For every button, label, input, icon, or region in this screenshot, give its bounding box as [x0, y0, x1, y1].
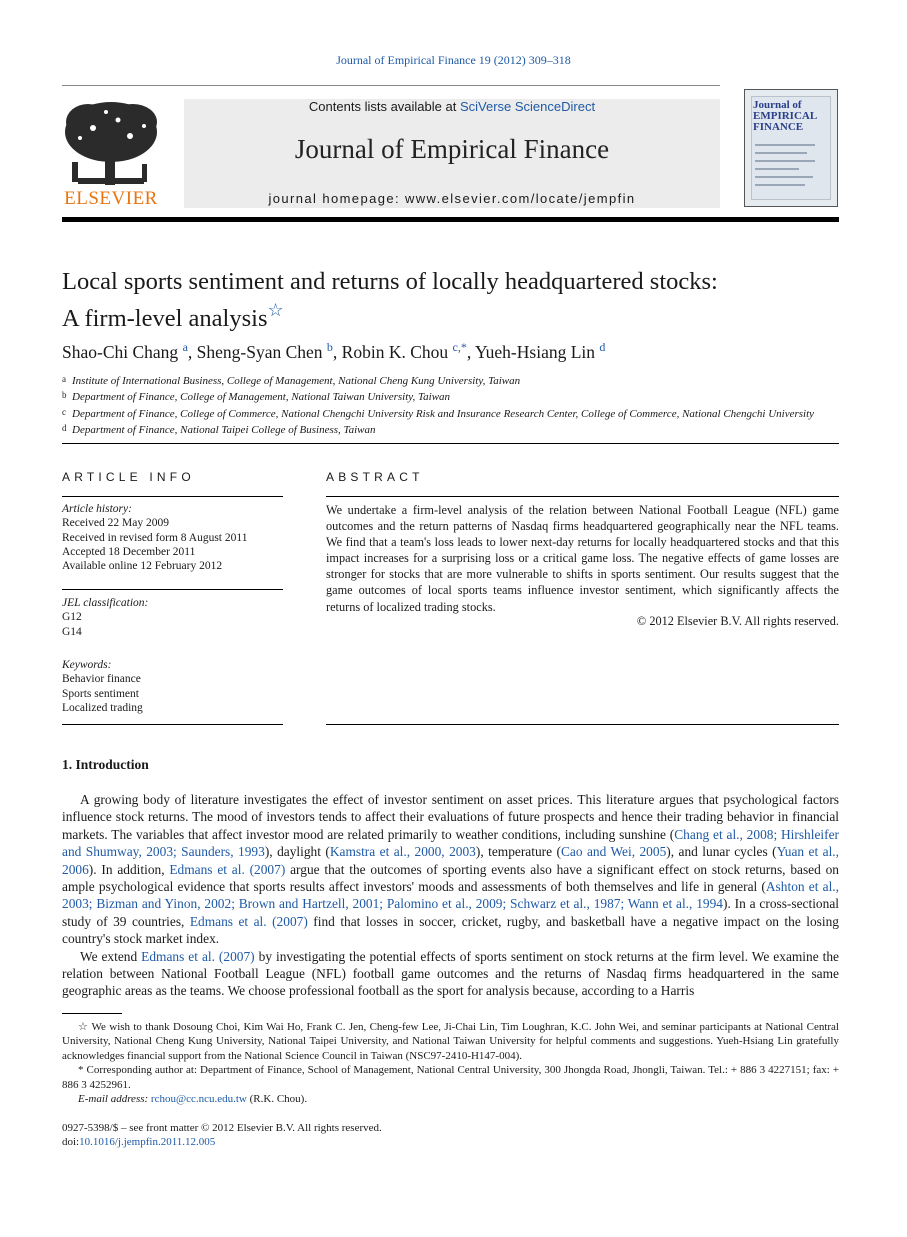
text-run: find that losses in soccer, cricket, rugby, and basketball have a negative impact on the losing country's stock market index. [62, 913, 840, 947]
doi-link[interactable]: 10.1016/j.jempfin.2011.12.005 [79, 1136, 216, 1149]
paragraph [62, 948, 839, 1000]
citation-link[interactable]: Edmans et al. (2007) [141, 948, 255, 964]
footnote-text: Corresponding author at: Department of Finance, School of Management, National Central University, 300 Jhongda Road, Jhongli, Taiwan. Tel.: + 886 3 4227151; fax: + 886 3 4252961. [62, 1064, 839, 1091]
citation-link[interactable]: Yuan et al., 2006 [62, 844, 839, 877]
citation-link[interactable]: Edmans et al. (2007) [169, 861, 286, 877]
info-divider [62, 589, 283, 590]
affiliations [62, 372, 852, 437]
affiliation-text: Institute of International Business, College of Management, National Cheng Kung University, Taiwan [72, 375, 521, 387]
title-line-2: A firm-level analysis [62, 305, 268, 332]
footnote [62, 1020, 839, 1063]
text-run: ), temperature ( [475, 844, 561, 860]
keywords-label: Keywords: [62, 659, 112, 671]
keyword: Behavior finance [62, 673, 141, 686]
footnotes [62, 1020, 839, 1106]
paragraph [62, 791, 839, 948]
doi-line [62, 1135, 562, 1149]
text-run: by investigating the potential effects of sports sentiment on stock returns at the firm level. We examine the relation between National Football League (NFL) football game outcomes and the returns of Nasdaq firms headquartered in the same geographic areas as the teams. We choose professional football as the sport for analysis because, according to a Harris [62, 948, 839, 999]
footnote-asterisk-icon: * [78, 1064, 84, 1077]
author-name: Yueh-Hsiang Lin [474, 341, 596, 362]
abstract-text: We undertake a firm-level analysis of the relation between National Football League (NFL) game outcomes and the return patterns of Nasdaq firms headquartered geographically near the NFL teams. We find that a team's loss leads to lower next-day returns for locally headquartered stocks and that this impact increases for a surprising loss or a critical game loss. The negative effects of game losses are stronger for stocks that are more vulnerable to shifts in sports sentiment. Our results suggest that the game outcomes of local sports teams influence investor sentiment, which significantly affects the returns of localized trading stocks. [326, 503, 839, 614]
author-name: Sheng-Syan Chen [196, 341, 323, 362]
info-divider [62, 496, 283, 497]
text-run: ), daylight ( [264, 844, 330, 860]
footnote [62, 1063, 839, 1092]
article-history [62, 502, 287, 573]
jel-code: G12 [62, 611, 82, 624]
text-run: ), and lunar cycles ( [666, 844, 777, 860]
cover-title: Journal of EMPIRICAL FINANCE [753, 99, 817, 133]
cover-line [755, 160, 815, 162]
affiliation-label: b [62, 390, 67, 401]
affiliation-item [62, 421, 852, 437]
elsevier-wordmark: ELSEVIER [64, 188, 158, 209]
cover-line [755, 168, 799, 170]
abstract-copyright: © 2012 Elsevier B.V. All rights reserved. [636, 614, 839, 628]
text-run: argue that the outcomes of sporting events also have a significant effect on stock returns, based on ample psychological evidence that sports results affect investors' moods and assessments of both themselves and life in general ( [62, 861, 839, 895]
email-label: E-mail address: [78, 1093, 151, 1106]
citation-link[interactable]: Ashton et al., 2003; Bizman and Yinon, 2002; Brown and Hartzell, 2001; Palomino et al., 2009; Schwarz et al., 1987; Wann et al., 1994 [62, 879, 839, 912]
citation-link[interactable]: Cao and Wei, 2005 [560, 844, 667, 860]
abstract-heading: ABSTRACT [326, 470, 424, 484]
affiliation-label: d [62, 422, 67, 433]
text-run: ). In a cross-sectional study of 39 countries, [62, 896, 839, 929]
email-suffix: (R.K. Chou). [246, 1093, 308, 1106]
citation-link[interactable]: Chang et al., 2008; Hirshleifer and Shumway, 2003; Saunders, 1993 [62, 826, 839, 860]
issn-line: 0927-5398/$ – see front matter © 2012 Elsevier B.V. All rights reserved. [62, 1122, 382, 1134]
journal-cover-thumbnail [744, 89, 838, 207]
abstract-divider [326, 496, 839, 497]
affiliation-text: Department of Finance, College of Commerce, National Chengchi University Risk and Insurance Research Center, College of Commerce, National Chengchi University [72, 407, 815, 420]
header-thick-rule [62, 217, 839, 222]
jel-classification [62, 596, 287, 639]
author-affil-sup[interactable]: d [599, 340, 606, 354]
footnote-text: We wish to thank Dosoung Choi, Kim Wai Ho, Frank C. Jen, Cheng-few Lee, Ji-Chai Lin, Tim Loughran, K.C. John Wei, and seminar participants at National Central University, National Cheng Kung University, National Taipei University, and National Taiwan University for helpful comments and suggestions. Yueh-Hsiang Lin gratefully acknowledges financial support from the National Science Council in Taiwan (NSC97-2410-H147-004). [62, 1021, 839, 1062]
keyword: Sports sentiment [62, 687, 139, 700]
history-item: Received 22 May 2009 [62, 517, 169, 530]
citation-link[interactable]: Edmans et al. (2007) [189, 913, 308, 929]
journal-name: Journal of Empirical Finance [294, 134, 610, 164]
homepage-url-link[interactable]: www.elsevier.com/locate/jempfin [404, 191, 636, 206]
jel-label: JEL classification: [62, 597, 149, 609]
journal-citation-link[interactable]: Journal of Empirical Finance 19 (2012) 309–318 [336, 53, 571, 67]
homepage-prefix: journal homepage: [268, 191, 405, 206]
affiliation-text: Department of Finance, College of Management, National Taiwan University, Taiwan [72, 391, 451, 404]
title-line-1: Local sports sentiment and returns of locally headquartered stocks: [62, 268, 718, 295]
affiliation-item [62, 372, 852, 388]
introduction-body [62, 791, 839, 1000]
article-info-heading: ARTICLE INFO [62, 470, 195, 484]
title-line-2-wrap [62, 296, 842, 333]
footnote [62, 1092, 839, 1106]
footnote-rule [62, 1013, 122, 1014]
affiliation-text: Department of Finance, National Taipei College of Business, Taiwan [72, 423, 376, 436]
journal-homepage [184, 191, 720, 206]
keyword: Localized trading [62, 701, 143, 714]
jel-code: G14 [62, 625, 82, 638]
author-affil-sup[interactable]: a [182, 340, 188, 354]
affiliation-label: c [62, 406, 66, 417]
author-name: Robin K. Chou [341, 341, 449, 362]
affiliation-item [62, 405, 852, 421]
front-matter-info [62, 1121, 562, 1150]
cover-line [755, 152, 807, 154]
author-list: Shao-Chi Chang $^a$, Sheng-Syan Chen $^b$, Robin K. Chou $^{c,*}$, Yueh-Hsiang Lin $^d$ [62, 340, 606, 362]
title-footnote-star-icon[interactable]: ☆ [267, 300, 284, 320]
article-title [62, 268, 842, 333]
history-item: Available online 12 February 2012 [62, 560, 223, 573]
history-item: Received in revised form 8 August 2011 [62, 531, 248, 544]
introduction-heading: 1. Introduction [62, 757, 149, 772]
header-rule [62, 85, 720, 86]
abstract-divider [326, 724, 839, 725]
citation-link[interactable]: Kamstra et al., 2000, 2003 [329, 844, 476, 860]
affiliation-item [62, 388, 852, 404]
affiliation-label: a [62, 374, 66, 384]
keywords [62, 658, 287, 715]
text-run: A growing body of literature investigates the effect of investor sentiment on asset prices. This literature argues that psychological factors influence stock returns. The mood of investors tends to affect their evaluations of future prospects and hence their trading behavior in financial markets. The variables that affect investor mood are related primarily to weather conditions, including sunshine ( [62, 792, 839, 842]
cover-line [755, 184, 805, 186]
cover-line [755, 176, 813, 178]
sciencedirect-link[interactable]: SciVerse ScienceDirect [459, 99, 596, 114]
cover-line [755, 144, 815, 146]
contents-line [184, 99, 720, 114]
doi-label: doi: [62, 1136, 80, 1149]
email-link[interactable]: rchou@cc.ncu.edu.tw [150, 1093, 247, 1106]
author-affil-sup[interactable]: c,* [452, 340, 467, 354]
author-affil-sup[interactable]: b [326, 340, 333, 354]
info-divider [62, 724, 283, 725]
text-run: We extend [80, 948, 142, 964]
contents-prefix: Contents lists available at [308, 99, 460, 114]
footnote-star-icon: ☆ [78, 1021, 89, 1033]
history-label: Article history: [62, 503, 132, 515]
text-run: ). In addition, [88, 861, 170, 877]
history-item: Accepted 18 December 2011 [62, 545, 196, 558]
section-divider [62, 443, 839, 444]
author-name: Shao-Chi Chang [62, 341, 179, 362]
